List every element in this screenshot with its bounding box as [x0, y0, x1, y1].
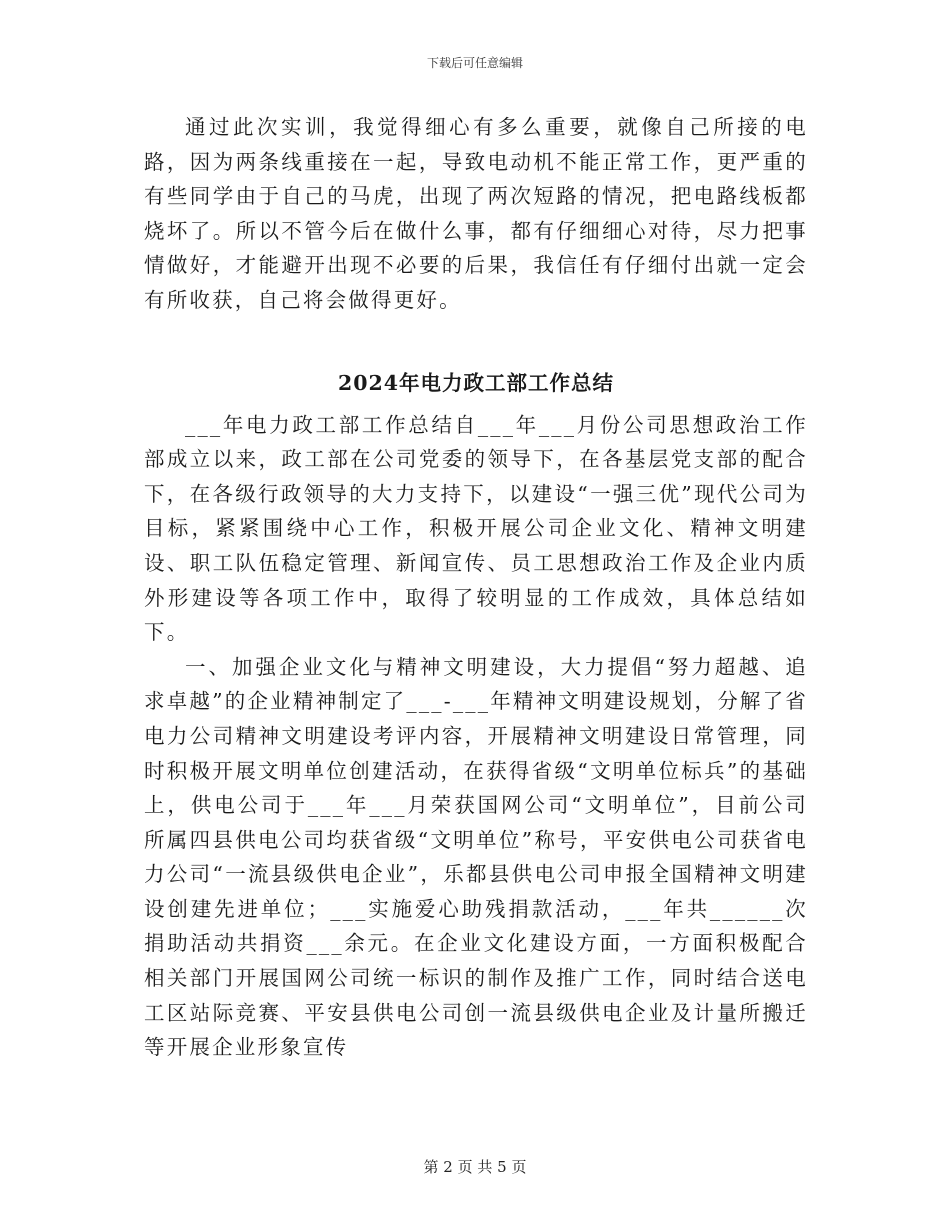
- section-title: 2024年电力政工部工作总结: [337, 370, 615, 395]
- document-body: [144, 110, 808, 1065]
- page-number-footer: 第 2 页 共 5 页: [423, 1158, 527, 1176]
- body-paragraph-1: ___年电力政工部工作总结自___年___月份公司思想政治工作部成立以来，政工部在公司党委的领导下，在各基层党支部的配合下，在各级行政领导的大力支持下，以建设“一强三优”现代公司为目标，紧紧围绕中心工作，积极开展公司企业文化、精神文明建设、职工队伍稳定管理、新闻宣传、员工思想政治工作及企业内质外形建设等各项工作中，取得了较明显的工作成效，具体总结如下。: [144, 412, 808, 645]
- page-header-note: 下载后可任意编辑: [426, 56, 523, 70]
- body-paragraph-2: 一、加强企业文化与精神文明建设，大力提倡“努力超越、追求卓越”的企业精神制定了___-___年精神文明建设规划，分解了省电力公司精神文明建设考评内容，开展精神文明建设日常管理，同时积极开展文明单位创建活动，在获得省级“文明单位标兵”的基础上，供电公司于___年___月荣获国网公司“文明单位”，目前公司所属四县供电公司均获省级“文明单位”称号，平安供电公司获省电力公司“一流县级供电企业”，乐都县供电公司申报全国精神文明建设创建先进单位；___实施爱心助残捐款活动，___年共______次捐助活动共捐资___余元。在企业文化建设方面，一方面积极配合相关部门开展国网公司统一标识的制作及推广工作，同时结合送电工区站际竞赛、平安县供电公司创一流县级供电企业及计量所搬迁等开展企业形象宣传: [144, 654, 809, 1060]
- intro-paragraph: 通过此次实训，我觉得细心有多么重要，就像自己所接的电路，因为两条线重接在一起，导致电动机不能正常工作，更严重的有些同学由于自己的马虎，出现了两次短路的情况，把电路线板都烧坏了。所以不管今后在做什么事，都有仔细细心对待，尽力把事情做好，才能避开出现不必要的后果，我信任有仔细付出就一定会有所收获，自己将会做得更好。: [144, 115, 808, 312]
